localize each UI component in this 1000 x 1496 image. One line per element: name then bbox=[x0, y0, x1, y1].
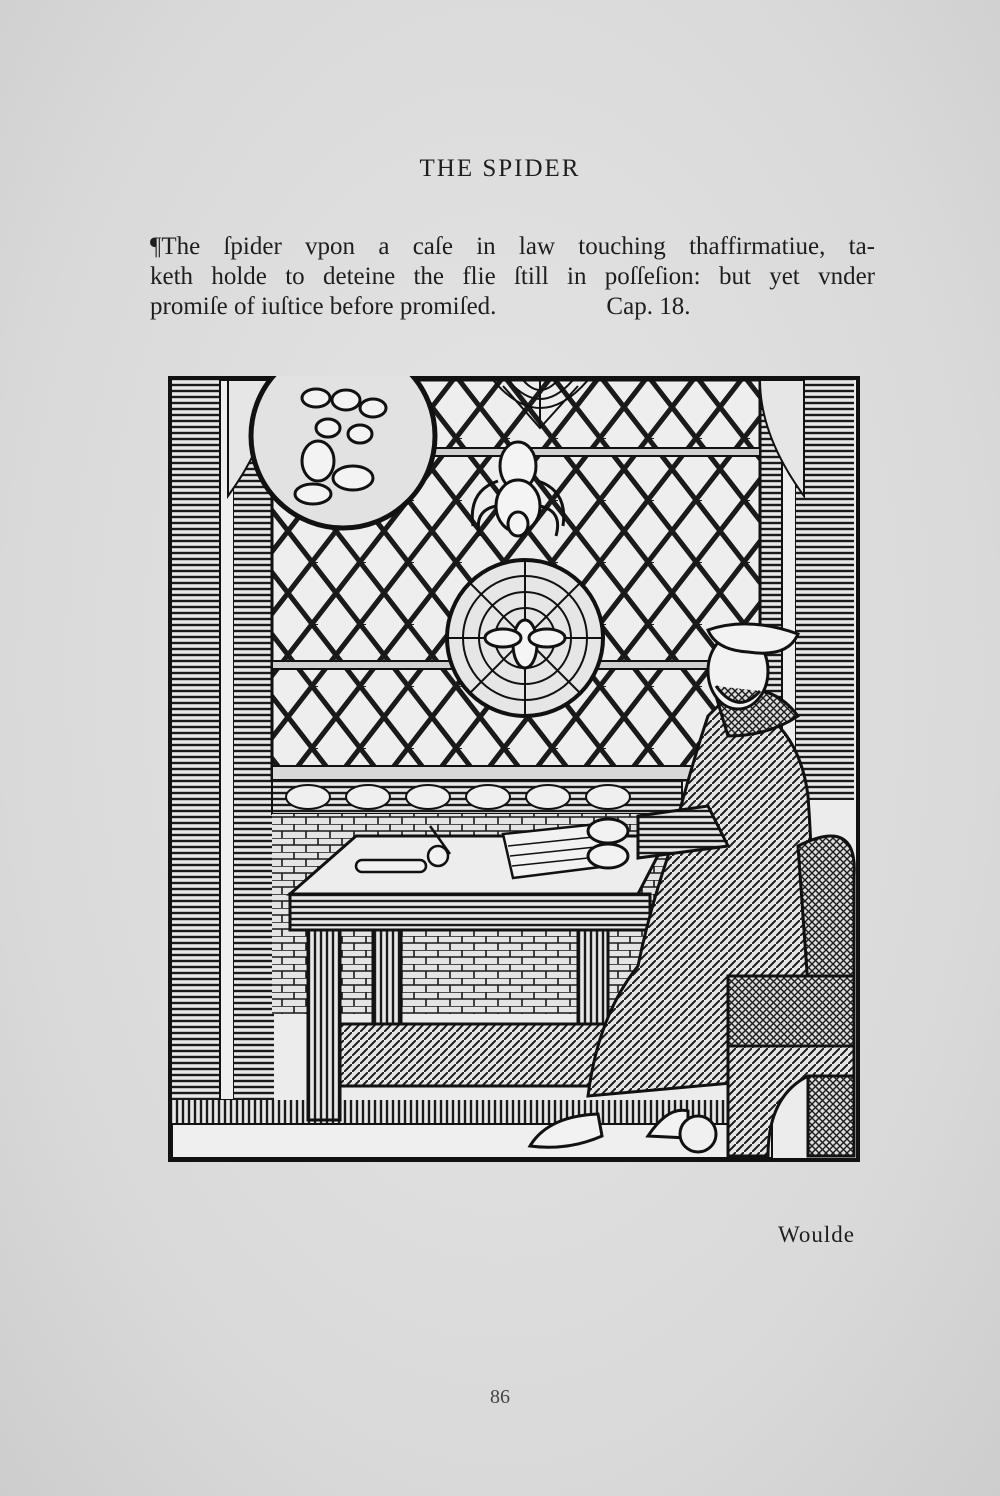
caption-line-2: keth holde to deteine the flie ſtill in poſſeſion: but yet vnder bbox=[150, 263, 875, 290]
caption-line-3-text: promiſe of iuſtice before promiſed. bbox=[150, 293, 497, 320]
woodcut-illustration bbox=[168, 376, 860, 1162]
page-number: 86 bbox=[490, 1386, 510, 1408]
caption-line-1: ¶The ſpider vpon a caſe in law touching thaffirmatiue, ta- bbox=[150, 233, 875, 260]
chapter-caption bbox=[150, 232, 875, 322]
catchword: Woulde bbox=[778, 1222, 855, 1247]
chapter-number: Cap. 18. bbox=[606, 293, 691, 320]
running-head: THE SPIDER bbox=[419, 155, 581, 182]
caption-line-3 bbox=[150, 292, 875, 322]
